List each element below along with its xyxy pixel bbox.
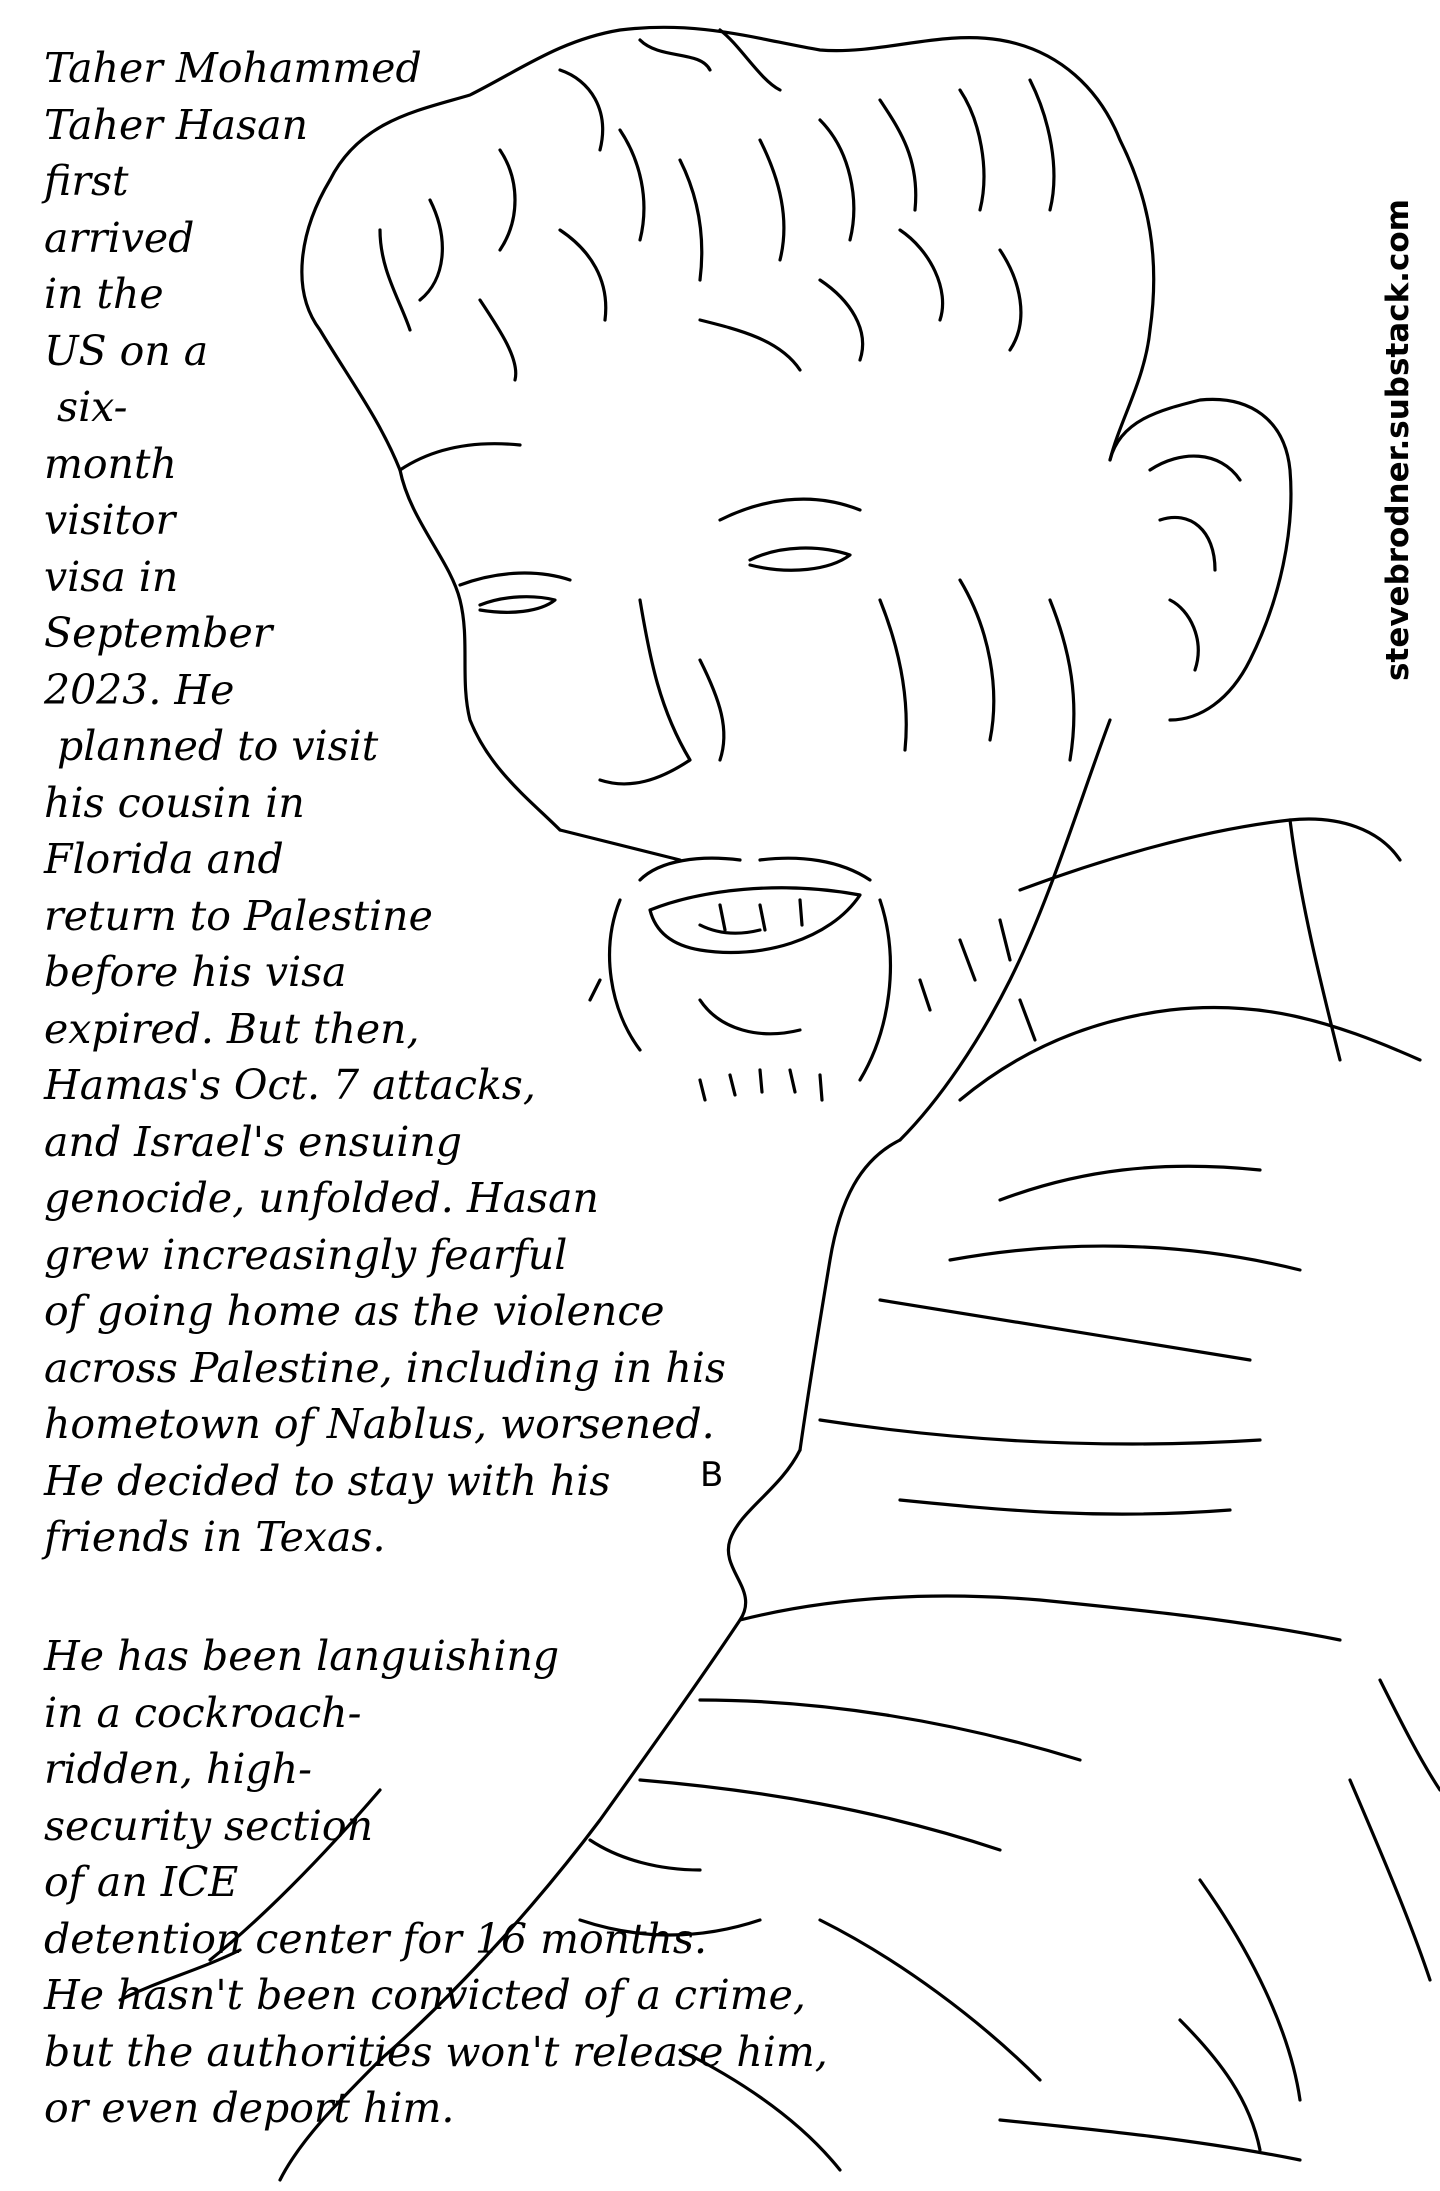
- caption-paragraph-1: [44, 40, 726, 1566]
- caption-line: and Israel's ensuing: [44, 1117, 463, 1166]
- caption-line: in a cockroach-: [44, 1688, 362, 1737]
- neck-line: [800, 1140, 900, 1450]
- caption-line: across Palestine, including in his: [44, 1343, 726, 1392]
- caption-line: September: [44, 609, 273, 657]
- caption-line: in the: [44, 270, 164, 318]
- caption-line: Taher Hasan: [44, 100, 308, 149]
- caption-line: arrived: [44, 213, 195, 262]
- caption-line: planned to visit: [44, 722, 379, 770]
- right-brow: [720, 499, 860, 520]
- caption-line: He decided to stay with his: [44, 1456, 611, 1505]
- caption-line: Florida and: [44, 835, 284, 883]
- shoulder: [1020, 819, 1400, 890]
- caption-line: Taher Mohammed: [44, 44, 422, 92]
- caption-line: six-: [44, 383, 128, 431]
- caption-line: expired. But then,: [44, 1004, 420, 1053]
- caption-line: ridden, high-: [44, 1745, 312, 1793]
- caption-line: or even deport him.: [44, 2084, 455, 2132]
- jaw-line: [900, 720, 1110, 1140]
- caption-line: friends in Texas.: [44, 1513, 386, 1561]
- right-eye: [750, 548, 850, 570]
- caption-line: genocide, unfolded. Hasan: [44, 1174, 599, 1222]
- caption-line: return to Palestine: [44, 891, 433, 940]
- caption-line: US on a: [44, 326, 209, 375]
- caption-line: month: [44, 439, 177, 488]
- caption-line: visa in: [44, 552, 179, 601]
- caption-line: Hamas's Oct. 7 attacks,: [44, 1061, 536, 1109]
- caption-line: grew increasingly fearful: [44, 1230, 568, 1279]
- caption-line: detention center for 16 months.: [44, 1914, 707, 1963]
- caption-paragraph-2: [44, 1628, 828, 2137]
- caption-line: hometown of Nablus, worsened.: [44, 1400, 715, 1448]
- caption-line: He has been languishing: [44, 1632, 560, 1680]
- caption-line: security section: [44, 1801, 374, 1850]
- caption-line: of an ICE: [44, 1858, 239, 1906]
- caption-line: He hasn't been convicted of a crime,: [44, 1971, 806, 2019]
- caption-line: visitor: [44, 496, 176, 544]
- artist-initial: B: [700, 1455, 724, 1495]
- caption-line: but the authorities won't release him,: [44, 2027, 828, 2076]
- caption-line: his cousin in: [44, 778, 305, 827]
- caption-line: of going home as the violence: [44, 1287, 665, 1335]
- caption-line: first: [44, 157, 129, 205]
- ear-outline: [1110, 399, 1291, 720]
- site-credit: stevebrodner.substack.com: [1380, 199, 1416, 681]
- caption-line: 2023. He: [44, 665, 235, 714]
- caption-line: before his visa: [44, 948, 347, 996]
